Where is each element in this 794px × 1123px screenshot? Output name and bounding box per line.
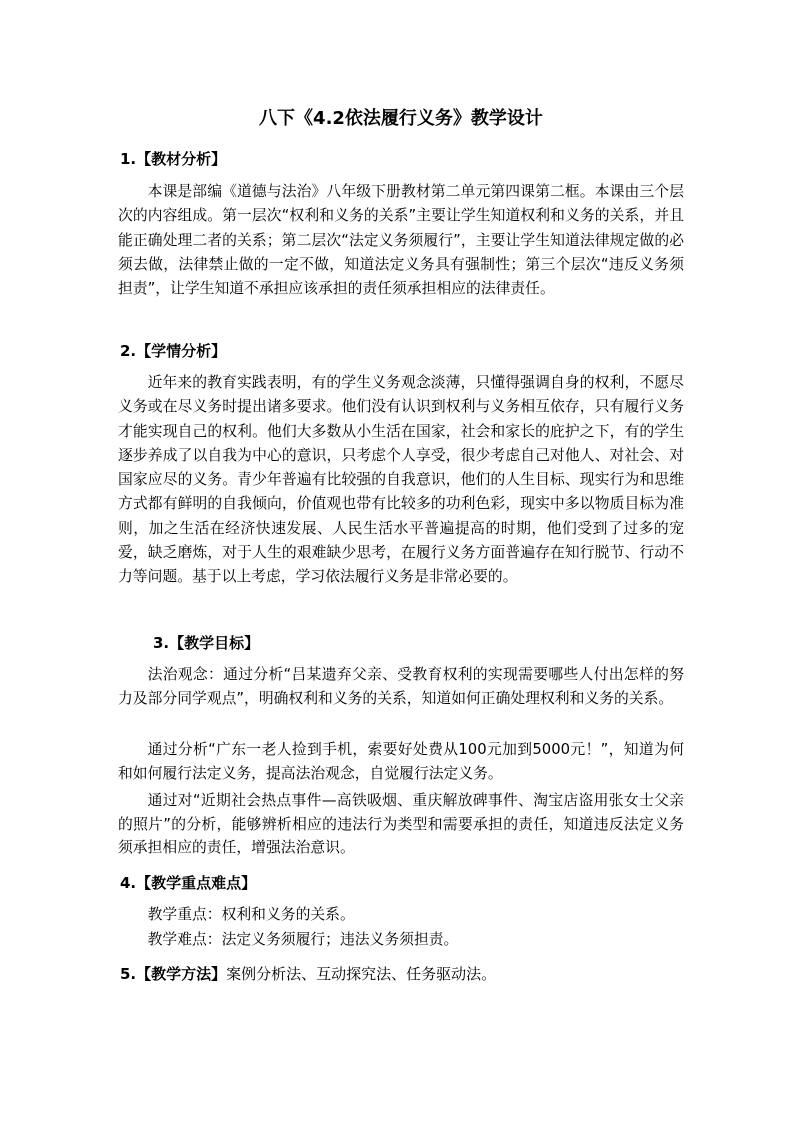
section-paragraph: 法治观念：通过分析“吕某遗弃父亲、受教育权利的实现需要哪些人付出怎样的努力及部分同学观点”，明确权利和义务的关系，知道如何正确处理权利和义务的关系。 — [118, 666, 684, 707]
section-heading-teaching-methods: 5.【教学方法】 — [120, 965, 227, 983]
section-heading-teaching-objectives: 3.【教学目标】 — [153, 634, 260, 652]
section-paragraph: 通过分析“广东一老人捡到手机，索要好处费从100元加到5000元！”，知道为何和如何履行法定义务，提高法治观念，自觉履行法定义务。 — [118, 741, 684, 782]
document-title: 八下《4.2依法履行义务》教学设计 — [259, 108, 543, 129]
section-teaching-methods — [120, 963, 496, 985]
section-paragraph: 本课是部编《道德与法治》八年级下册教材第二单元第四课第二框。本课由三个层次的内容组成。第一层次“权利和义务的关系”主要让学生知道权利和义务的关系，并且能正确处理二者的关系；第二层次“法定义务须履行”，主要让学生知道法律规定做的必须去做，法律禁止做的一定不做，知道法定义务具有强制性；第三个层次“违反义务须担责”，让学生知道不承担应该承担的责任须承担相应的法律责任。 — [118, 183, 684, 298]
section-paragraph: 近年来的教育实践表明，有的学生义务观念淡薄，只懂得强调自身的权利，不愿尽义务或在尽义务时提出诸多要求。他们没有认识到权利与义务相互依存，只有履行义务才能实现自己的权利。他们大多数从小生活在国家，社会和家长的庇护之下，有的学生逐步养成了以自我为中心的意识，只考虑个人享受，很少考虑自己对他人、对社会、对国家应尽的义务。青少年普遍有比较强的自我意识，他们的人生目标、现实行为和思维方式都有鲜明的自我倾向，价值观也带有比较多的功利色彩，现实中多以物质目标为准则，加之生活在经济快速发展、人民生活水平普遍提高的时期，他们受到了过多的宠爱，缺乏磨炼，对于人生的艰难缺少思考，在履行义务方面普遍存在知行脱节、行动不力等问题。基于以上考虑，学习依法履行义务是非常必要的。 — [118, 374, 684, 586]
section-heading-key-points: 4.【教学重点难点】 — [120, 874, 257, 892]
section-paragraph: 通过对“近期社会热点事件—高铁吸烟、重庆解放碑事件、淘宝店盗用张女士父亲的照片”的分析，能够辨析相应的违法行为类型和需要承担的责任，知道违反法定义务须承担相应的责任，增强法治意识。 — [118, 792, 684, 857]
section-paragraph: 教学重点：权利和义务的关系。 — [147, 906, 355, 923]
section-heading-textbook-analysis: 1.【教材分析】 — [120, 150, 227, 168]
section-paragraph: 教学难点：法定义务须履行；违法义务须担责。 — [147, 931, 459, 948]
section-heading-student-analysis: 2.【学情分析】 — [120, 342, 227, 360]
teaching-methods-text: 案例分析法、互动探究法、任务驱动法。 — [226, 965, 497, 983]
